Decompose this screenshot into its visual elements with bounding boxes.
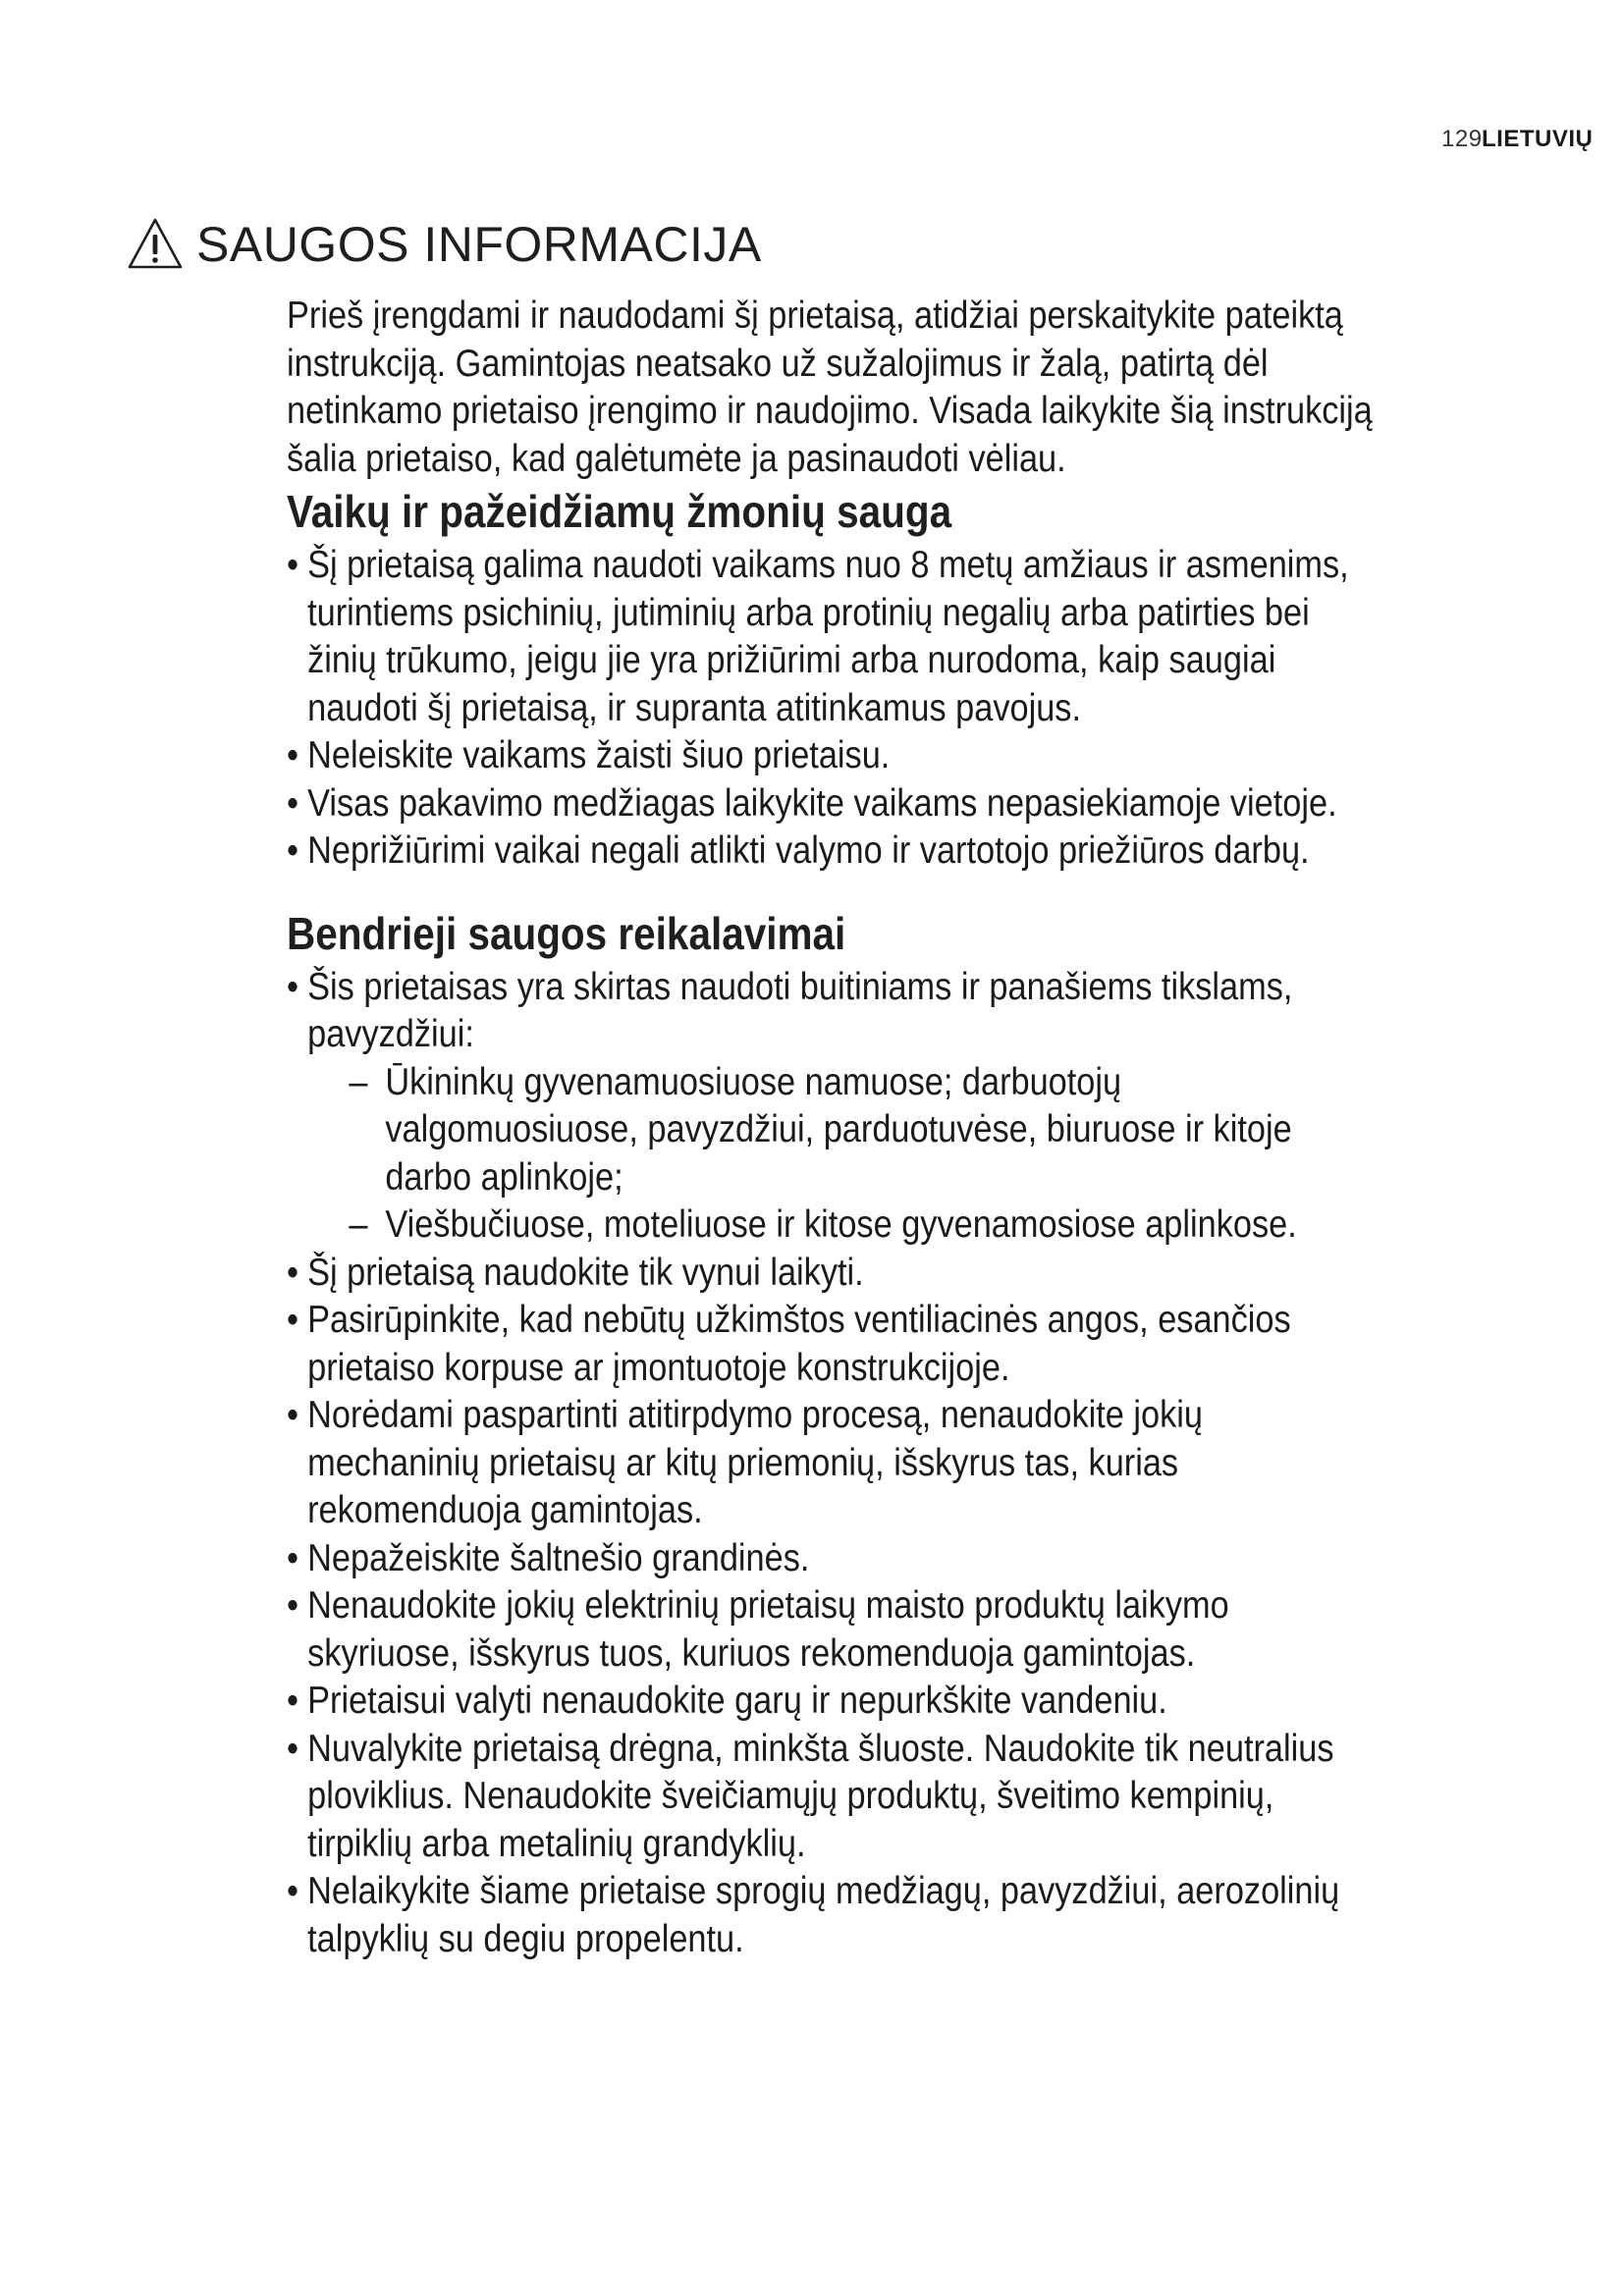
list-item: • Šis prietaisas yra skirtas naudoti buitiniams ir panašiems tikslams, pavyzdžiui: – Ūkininkų gyvenamuosiuose namuose; darbuotojų valgomuosiuose, pavyzdžiui, parduotuvėse, biuruose ir kitoje darbo aplinkoje; – Viešbučiuose, moteliuose ir kitose gyvenamosiose aplinkose. [287, 964, 1376, 1250]
list-item: • Nepažeiskite šaltnešio grandinės. [287, 1535, 1376, 1583]
page-number: 129 [1441, 126, 1483, 152]
sub-list-item: – Viešbučiuose, moteliuose ir kitose gyvenamosiose aplinkose. [349, 1201, 1375, 1250]
content [287, 293, 1376, 1963]
list-item: • Pasirūpinkite, kad nebūtų užkimštos ventiliacinės angos, esančios prietaiso korpuse ar įmontuotoje konstrukcijoje. [287, 1297, 1376, 1392]
list-item: • Nuvalykite prietaisą drėgna, minkšta šluoste. Naudokite tik neutralius ploviklius. Nenaudokite šveičiamųjų produktų, šveitimo kempinių, tirpiklių arba metalinių grandyklių. [287, 1726, 1376, 1869]
section-title [126, 210, 762, 279]
sub-list [307, 1059, 1376, 1250]
sub-list-item: – Ūkininkų gyvenamuosiuose namuose; darbuotojų valgomuosiuose, pavyzdžiui, parduotuvėse, biuruose ir kitoje darbo aplinkoje; [349, 1059, 1375, 1202]
list-item: • Prietaisui valyti nenaudokite garų ir nepurkškite vandeniu. [287, 1678, 1376, 1726]
general-safety-list [287, 964, 1376, 1964]
list-item: • Visas pakavimo medžiagas laikykite vaikams nepasiekiamoje vietoje. [287, 780, 1376, 828]
list-item: • Nenaudokite jokių elektrinių prietaisų maisto produktų laikymo skyriuose, išskyrus tuos, kuriuos rekomenduoja gamintojas. [287, 1582, 1376, 1678]
section-title-text: SAUGOS INFORMACIJA [196, 217, 762, 272]
general-safety-heading: Bendrieji saugos reikalavimai [287, 907, 846, 959]
intro-paragraph: Prieš įrengdami ir naudodami šį prietaisą, atidžiai perskaitykite pateiktą instrukciją. Gamintojas neatsako už sužalojimus ir žalą, patirtą dėl netinkamo prietaiso įrengimo ir naudojimo. Visada laikykite šią instrukciją šalia prietaiso, kad galėtumėte ja pasinaudoti vėliau. [287, 294, 1373, 480]
page-header [0, 126, 1624, 165]
children-safety-list [287, 542, 1376, 876]
children-safety-heading: Vaikų ir pažeidžiamų žmonių sauga [287, 486, 952, 537]
list-item: • Neprižiūrimi vaikai negali atlikti valymo ir vartotojo priežiūros darbų. [287, 828, 1376, 876]
language-label: LIETUVIŲ [1482, 126, 1594, 152]
warning-icon [126, 215, 185, 274]
list-item: • Norėdami paspartinti atitirpdymo procesą, nenaudokite jokių mechaninių prietaisų ar kitų priemonių, išskyrus tas, kurias rekomenduoja gamintojas. [287, 1392, 1376, 1535]
list-item: • Nelaikykite šiame prietaise sprogių medžiagų, pavyzdžiui, aerozolinių talpyklių su degiu propelentu. [287, 1868, 1376, 1963]
list-item: • Šį prietaisą naudokite tik vynui laikyti. [287, 1250, 1376, 1298]
list-item: • Neleiskite vaikams žaisti šiuo prietaisu. [287, 732, 1376, 780]
list-item: • Šį prietaisą galima naudoti vaikams nuo 8 metų amžiaus ir asmenims, turintiems psichinių, jutiminių arba protinių negalių arba patirties bei žinių trūkumo, jeigu jie yra prižiūrimi arba nurodoma, kaip saugiai naudoti šį prietaisą, ir supranta atitinkamus pavojus. [287, 542, 1376, 732]
